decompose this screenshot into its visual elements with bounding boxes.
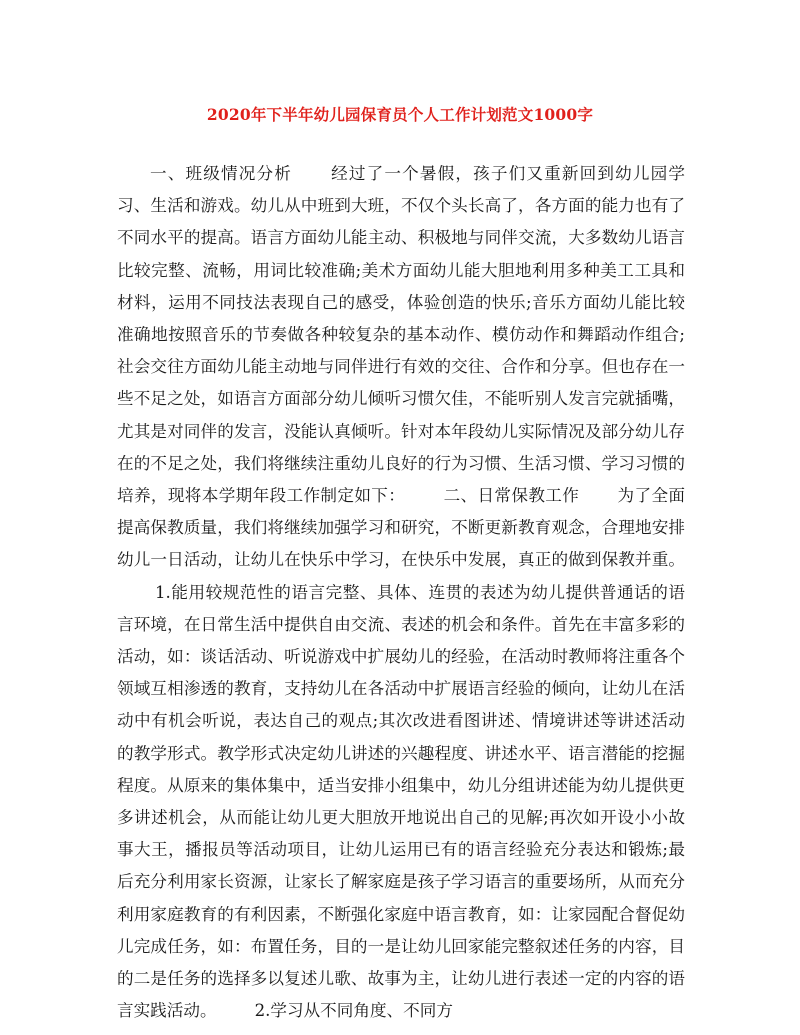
- paragraph-class-analysis: 经过了一个暑假，孩子们又重新回到幼儿园学习、生活和游戏。幼儿从中班到大班，不仅个头长高了，各方面的能力也有了不同水平的提高。语言方面幼儿能主动、积极地与同伴交流，大多数幼儿语言比较完整、流畅，用词比较准确;美术方面幼儿能大胆地利用多种美工工具和材料，运用不同技法表现自己的感受，体验创造的快乐;音乐方面幼儿能比较准确地按照音乐的节奏做各种较复杂的基本动作、模仿动作和舞蹈动作组合;社会交往方面幼儿能主动地与同伴进行有效的交往、合作和分享。但也存在一些不足之处，如语言方面部分幼儿倾听习惯欠佳，不能听别人发言完就插嘴，尤其是对同伴的发言，没能认真倾听。针对本年段幼儿实际情况及部分幼儿存在的不足之处，我们将继续注重幼儿良好的行为习惯、生活习惯、学习习惯的培养，现将本学期年段工作制定如下：: [117, 164, 685, 506]
- paragraph-daily-care-intro: 为了全面提高保教质量，我们将继续加强学习和研究，不断更新教育观念，合理地安排幼儿一日活动，让幼儿在快乐中学习，在快乐中发展，真正的做到保教并重。: [117, 486, 685, 570]
- paragraph-item-2-start: 2.学习从不同角度、不同方: [254, 1001, 453, 1021]
- document-body: [117, 158, 685, 1027]
- paragraph-item-1-language: 1.能用较规范性的语言完整、具体、连贯的表述为幼儿提供普通话的语言环境，在日常生活中提供自由交流、表述的机会和条件。首先在丰富多彩的活动，如：谈话活动、听说游戏中扩展幼儿的经验，在活动时教师将注重各个领域互相渗透的教育，支持幼儿在各活动中扩展语言经验的倾向，让幼儿在活动中有机会听说，表达自己的观点;其次改进看图讲述、情境讲述等讲述活动的教学形式。教学形式决定幼儿讲述的兴趣程度、讲述水平、语言潜能的挖掘程度。从原来的集体集中，适当安排小组集中，幼儿分组讲述能为幼儿提供更多讲述机会，从而能让幼儿更大胆放开地说出自己的见解;再次如开设小小故事大王，播报员等活动项目，让幼儿运用已有的语言经验充分表达和锻炼;最后充分利用家长资源，让家长了解家庭是孩子学习语言的重要场所，从而充分利用家庭教育的有利因素，不断强化家庭中语言教育，如：让家园配合督促幼儿完成任务，如：布置任务，目的一是让幼儿回家能完整叙述任务的内容，目的二是任务的选择多以复述儿歌、故事为主，让幼儿进行表述一定的内容的语言实践活动。: [117, 582, 685, 1021]
- section-heading-class-analysis: 一、班级情况分析: [150, 164, 292, 183]
- document-title: 2020年下半年幼儿园保育员个人工作计划范文1000字: [206, 105, 594, 124]
- section-heading-daily-care: 二、日常保教工作: [443, 486, 580, 506]
